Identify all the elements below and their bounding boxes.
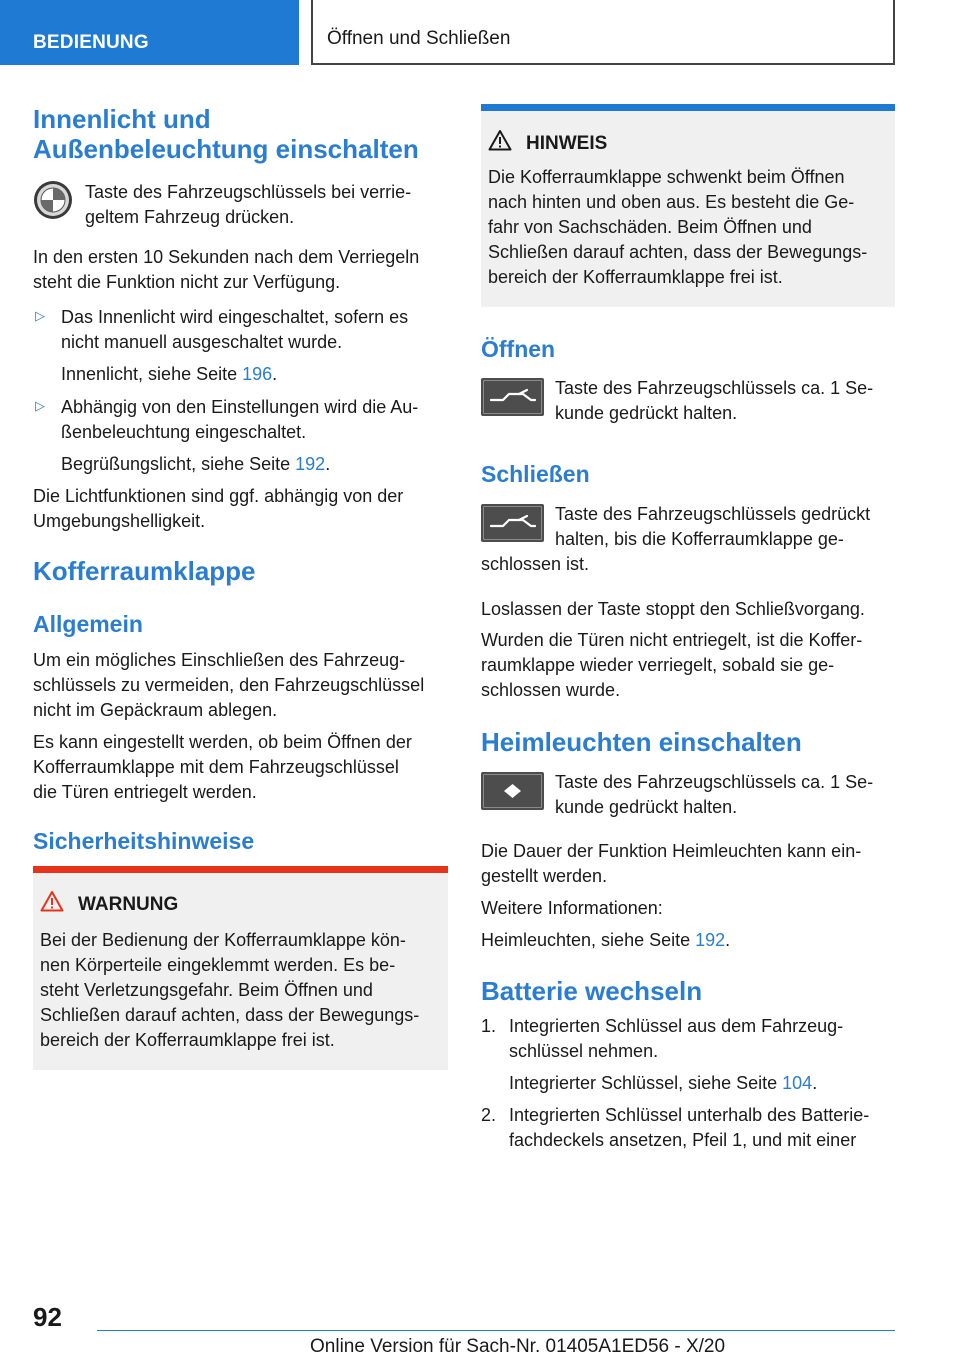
cross-reference: Innenlicht, siehe Seite 196. [61, 364, 278, 384]
paragraph-line: nicht im Gepäckraum ablegen. [33, 700, 278, 720]
heading-schliessen: Schließen [481, 461, 590, 487]
paragraph-line: Die Dauer der Funktion Heimleuchten kann ein- [481, 841, 862, 861]
step-text: Integrierten Schlüssel unterhalb des Batterie- [509, 1105, 870, 1125]
bullet-text: nicht manuell ausgeschaltet wurde. [61, 332, 343, 352]
triangle-bullet-icon: ▷ [35, 308, 45, 323]
step-text: Integrierten Schlüssel aus dem Fahrzeug- [509, 1016, 844, 1036]
hint-text: nach hinten und oben aus. Es besteht die Ge- [488, 192, 855, 212]
step-number: 2. [481, 1105, 497, 1125]
key-text-line1: Taste des Fahrzeugschlüssels ca. 1 Se- [555, 378, 874, 398]
hint-text: bereich der Kofferraumklappe frei ist. [488, 267, 783, 287]
page-number: 92 [33, 1302, 62, 1332]
heading-oeffnen: Öffnen [481, 336, 556, 362]
hint-triangle-icon [488, 129, 512, 151]
page-title: Öffnen und Schließen [327, 28, 511, 49]
paragraph-line: Loslassen der Taste stoppt den Schließvorgang. [481, 599, 865, 619]
paragraph-line: die Türen entriegelt werden. [33, 782, 257, 802]
trunk-button-icon [481, 504, 544, 542]
trunk-button-icon [481, 378, 544, 416]
warning-text: steht Verletzungsgefahr. Beim Öffnen und [40, 980, 373, 1000]
paragraph-line: Weitere Informationen: [481, 898, 663, 918]
key-text-line2: geltem Fahrzeug drücken. [85, 207, 295, 227]
cross-reference: Heimleuchten, siehe Seite 192. [481, 930, 731, 950]
page-link[interactable]: 192 [295, 454, 326, 474]
light-button-icon [481, 772, 544, 810]
hint-bar [481, 104, 895, 111]
paragraph-line: Um ein mögliches Einschließen des Fahrzeug- [33, 650, 406, 670]
key-text-line2: halten, bis die Kofferraumklappe ge- [555, 529, 844, 549]
warning-triangle-icon [40, 890, 64, 912]
paragraph-line: Umgebungshelligkeit. [33, 511, 206, 531]
key-text-line1: Taste des Fahrzeugschlüssels bei verrie- [85, 182, 412, 202]
warning-text: Bei der Bedienung der Kofferraumklappe kön- [40, 930, 406, 950]
heading-innenlicht-line1: Innenlicht und [33, 104, 211, 134]
page-link[interactable]: 192 [695, 930, 726, 950]
bullet-text: Abhängig von den Einstellungen wird die Au- [61, 397, 419, 417]
paragraph-line: schlossen wurde. [481, 680, 621, 700]
paragraph-line: steht die Funktion nicht zur Verfügung. [33, 272, 341, 292]
bullet-text: Das Innenlicht wird eingeschaltet, sofern es [61, 307, 409, 327]
warning-text: nen Körperteile eingeklemmt werden. Es be- [40, 955, 396, 975]
hint-title: HINWEIS [526, 133, 608, 154]
section-label: BEDIENUNG [0, 0, 299, 65]
key-text-line3: schlossen ist. [481, 554, 590, 574]
hint-text: Die Kofferraumklappe schwenkt beim Öffnen [488, 167, 845, 187]
triangle-bullet-icon: ▷ [35, 398, 45, 413]
heading-innenlicht-line2: Außenbeleuchtung einschalten [33, 134, 419, 164]
heading-kofferraumklappe: Kofferraumklappe [33, 556, 256, 586]
hint-text: Schließen darauf achten, dass der Bewegungs- [488, 242, 868, 262]
page-link[interactable]: 104 [782, 1073, 813, 1093]
bmw-logo-icon [33, 180, 73, 220]
heading-batterie: Batterie wechseln [481, 976, 703, 1006]
warning-text: bereich der Kofferraumklappe frei ist. [40, 1030, 335, 1050]
warning-text: Schließen darauf achten, dass der Bewegungs- [40, 1005, 420, 1025]
step-number: 1. [481, 1016, 497, 1036]
paragraph-line: In den ersten 10 Sekunden nach dem Verriegeln [33, 247, 420, 267]
paragraph-line: schlüssels zu vermeiden, den Fahrzeugschlüssel [33, 675, 425, 695]
paragraph-line: Die Lichtfunktionen sind ggf. abhängig von der [33, 486, 404, 506]
paragraph-line: Es kann eingestellt werden, ob beim Öffnen der [33, 732, 412, 752]
page-link[interactable]: 196 [242, 364, 273, 384]
step-text: fachdeckels ansetzen, Pfeil 1, und mit einer [509, 1130, 857, 1150]
step-text: schlüssel nehmen. [509, 1041, 659, 1061]
key-text-line2: kunde gedrückt halten. [555, 403, 738, 423]
key-text-line1: Taste des Fahrzeugschlüssels ca. 1 Se- [555, 772, 874, 792]
paragraph-line: Wurden die Türen nicht entriegelt, ist die Koffer- [481, 630, 863, 650]
cross-reference: Integrierter Schlüssel, siehe Seite 104. [509, 1073, 818, 1093]
bullet-text: ßenbeleuchtung eingeschaltet. [61, 422, 307, 442]
footer-divider [97, 1330, 895, 1331]
key-text-line2: kunde gedrückt halten. [555, 797, 738, 817]
key-text-line1: Taste des Fahrzeugschlüssels gedrückt [555, 504, 871, 524]
cross-reference: Begrüßungslicht, siehe Seite 192. [61, 454, 331, 474]
footer-online-version: Online Version für Sach-Nr. 01405A1ED56 - X/20 [310, 1336, 726, 1357]
heading-sicherheitshinweise: Sicherheitshinweise [33, 828, 255, 854]
heading-allgemein: Allgemein [33, 611, 143, 637]
paragraph-line: gestellt werden. [481, 866, 608, 886]
warning-title: WARNUNG [78, 894, 179, 915]
heading-heimleuchten: Heimleuchten einschalten [481, 727, 802, 757]
hint-text: fahr von Sachschäden. Beim Öffnen und [488, 217, 812, 237]
paragraph-line: Kofferraumklappe mit dem Fahrzeugschlüssel [33, 757, 399, 777]
warning-bar [33, 866, 448, 873]
paragraph-line: raumklappe wieder verriegelt, sobald sie ge- [481, 655, 835, 675]
